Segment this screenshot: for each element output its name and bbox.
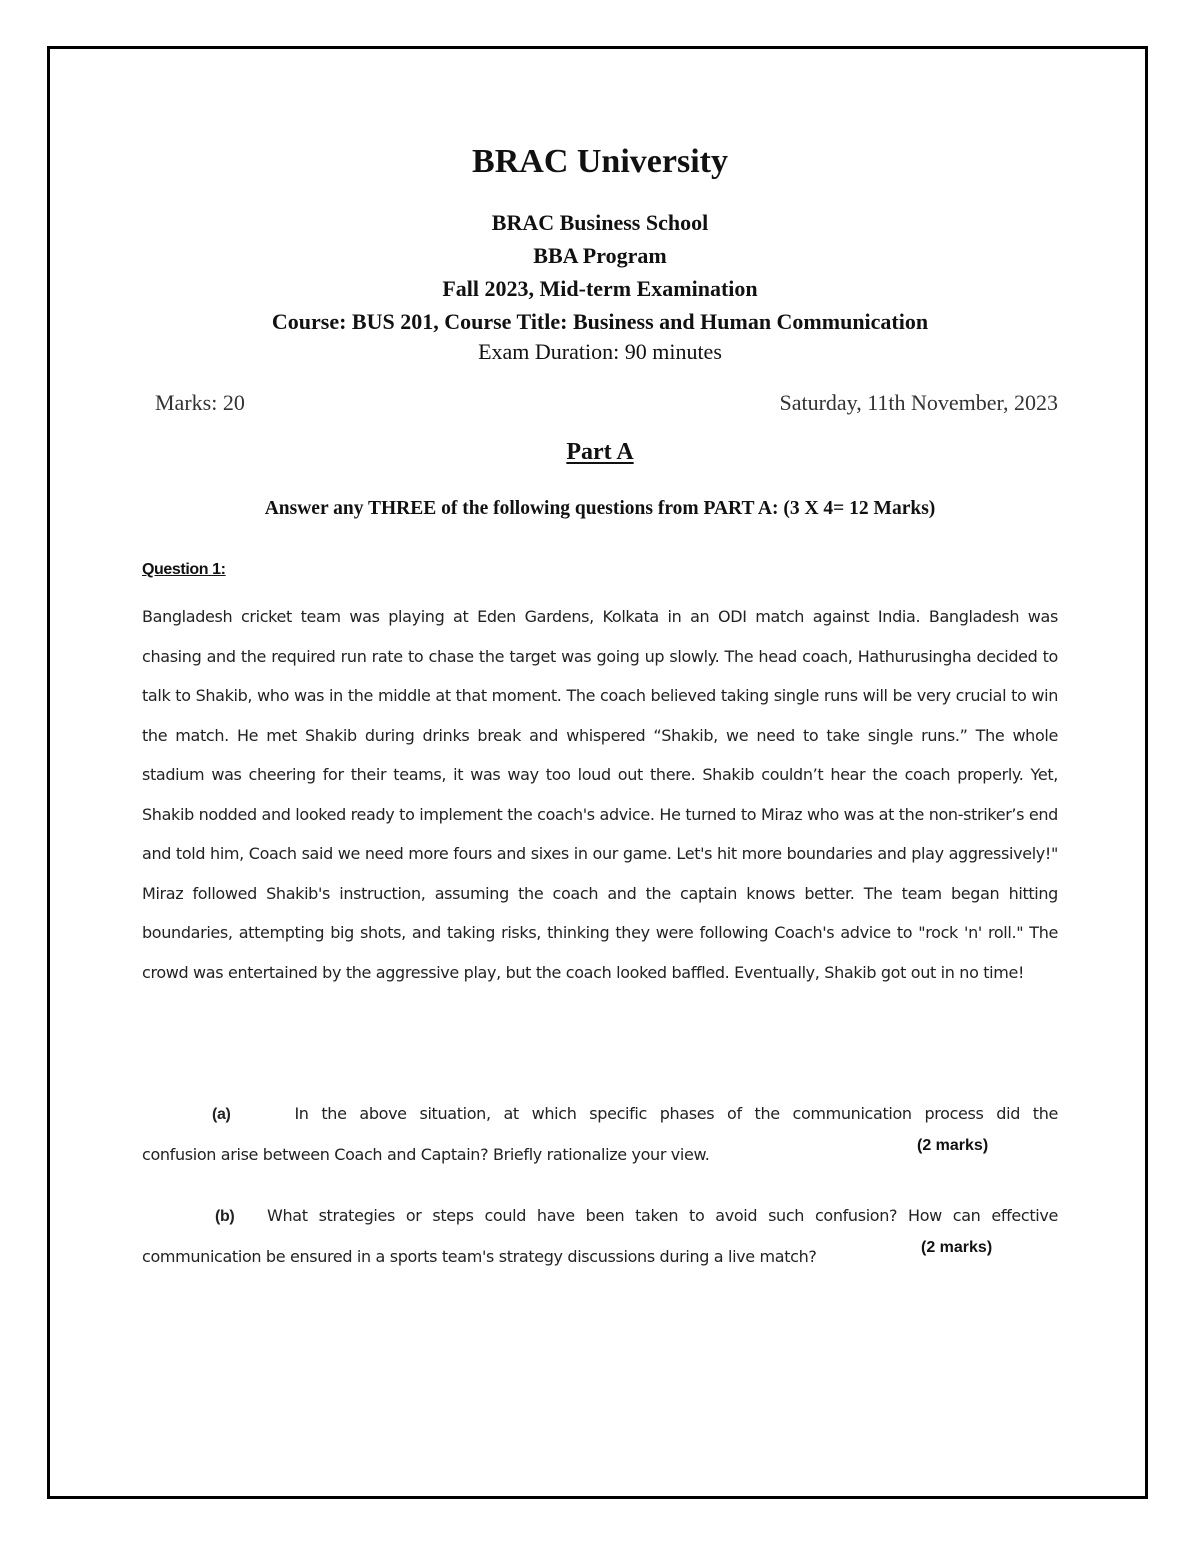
sub-question-b-line1 bbox=[142, 1196, 1058, 1237]
question-label: Question 1: bbox=[142, 561, 226, 578]
exam-duration: Exam Duration: 90 minutes bbox=[478, 339, 722, 364]
sub-question-b-line2: communication be ensured in a sports team's strategy discussions during a live match? bbox=[142, 1247, 817, 1266]
total-marks: Marks: 20 bbox=[155, 390, 245, 415]
part-title: Part A bbox=[566, 439, 634, 465]
exam-date: Saturday, 11th November, 2023 bbox=[779, 390, 1058, 415]
sub-question-a-line1 bbox=[142, 1094, 1058, 1135]
sub-question-b bbox=[142, 1196, 1058, 1277]
part-instruction: Answer any THREE of the following questions from PART A: (3 X 4= 12 Marks) bbox=[264, 498, 936, 519]
sub-question-b-marks: (2 marks) bbox=[921, 1239, 993, 1256]
question-passage: Bangladesh cricket team was playing at Eden Gardens, Kolkata in an ODI match against India. Bangladesh was chasing and the required run rate to chase the target was going up slowly. The head coach, Hathurusingha decided to talk to Shakib, who was in the middle at that moment. The coach believed taking single runs will be very crucial to win the match. He met Shakib during drinks break and whispered “Shakib, we need to take single runs.” The whole stadium was cheering for their teams, it was way too loud out there. Shakib couldn’t hear the coach properly. Yet, Shakib nodded and looked ready to implement the coach's advice. He turned to Miraz who was at the non-striker’s end and told him, Coach said we need more fours and sixes in our game. Let's hit more boundaries and play aggressively!" Miraz followed Shakib's instruction, assuming the coach and the captain knows better. The team began hitting boundaries, attempting big shots, and taking risks, thinking they were following Coach's advice to "rock 'n' roll." The crowd was entertained by the aggressive play, but the coach looked baffled. Eventually, Shakib got out in no time! bbox=[142, 607, 1058, 982]
program-name: BBA Program bbox=[533, 243, 667, 268]
sub-question-a-marks: (2 marks) bbox=[917, 1137, 989, 1154]
sub-question-a bbox=[142, 1094, 1058, 1175]
course-info: Course: BUS 201, Course Title: Business and Human Communication bbox=[271, 309, 929, 334]
sub-question-a-text1: In the above situation, at which specific phases of the communication process did the bbox=[294, 1104, 1058, 1123]
school-name: BRAC Business School bbox=[491, 210, 709, 235]
sub-question-b-text1: What strategies or steps could have been taken to avoid such confusion? How can effective bbox=[267, 1206, 1058, 1225]
sub-question-a-letter: (a) bbox=[212, 1106, 231, 1123]
sub-question-b-letter: (b) bbox=[215, 1208, 235, 1225]
exam-term: Fall 2023, Mid-term Examination bbox=[442, 276, 758, 301]
sub-question-a-line2: confusion arise between Coach and Captain? Briefly rationalize your view. bbox=[142, 1145, 710, 1164]
university-title: BRAC University bbox=[472, 143, 728, 180]
